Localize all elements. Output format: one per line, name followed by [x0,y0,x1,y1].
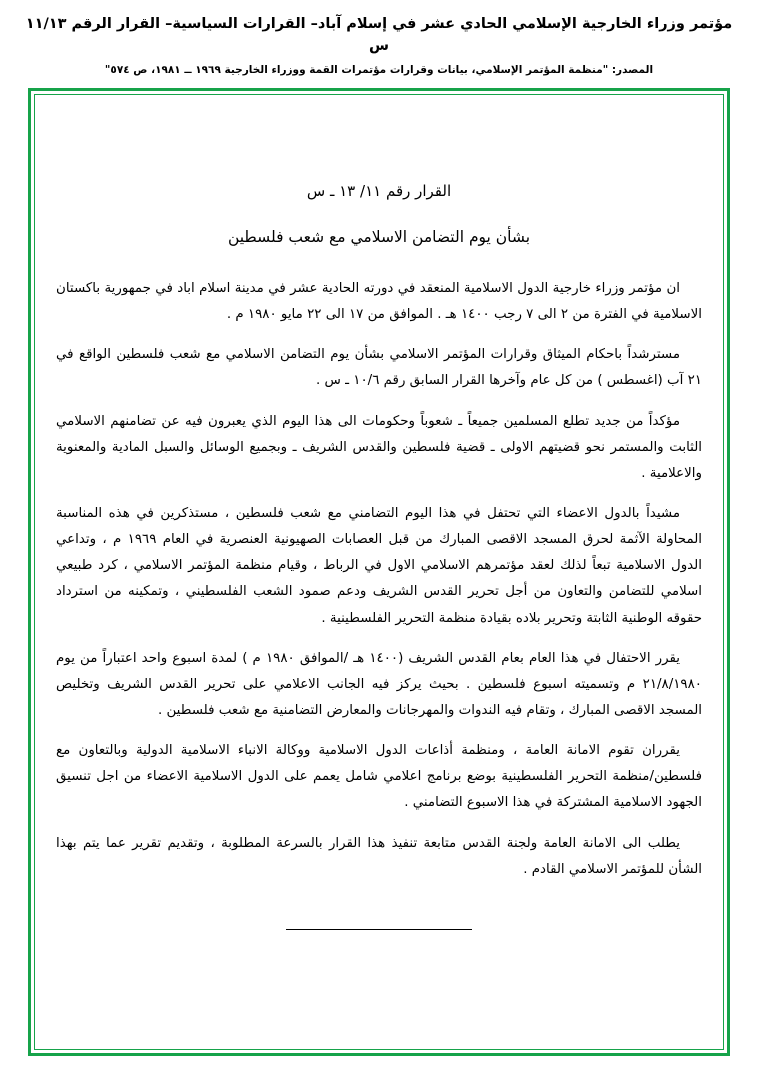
header-title: مؤتمر وزراء الخارجية الإسلامي الحادي عشر في إسلام آباد– القرارات السياسية– القرار الرقم ١١/١٣ س [25,16,733,54]
header-source: المصدر: "منظمة المؤتمر الإسلامي، بيانات وقرارات مؤتمرات القمة ووزراء الخارجية ١٩٦٩ ــ ١٩٨١، ص ٥٧٤" [104,63,654,76]
paragraph: يقرران تقوم الامانة العامة ، ومنظمة أذاعات الدول الاسلامية ووكالة الانباء الاسلامية الدولية وبالتعاون مع فلسطين/منظمة التحرير الفلسطينية بوضع برنامج اعلامي شامل يعمم على الدول الاسلامية الاعضاء من اجل تنسيق الجهود الاسلامية المشتركة في هذا الاسبوع التضامني . [56,743,702,811]
resolution-body [56,276,702,883]
page-header [0,0,758,76]
resolution-number: القرار رقم ١١/ ١٣ ـ س [306,182,452,200]
paragraph: مؤكداً من جديد تطلع المسلمين جميعاً ـ شعوباً وحكومات الى هذا اليوم الذي يعبرون فيه عن تضامنهم الاسلامي الثابت والمستمر نحو قضيتهم الاولى ـ قضية فلسطين والقدس الشريف ـ وبجميع الوسائل والسبل المادية والمعنوية والاعلامية . [56,413,702,481]
paragraph: ان مؤتمر وزراء خارجية الدول الاسلامية المنعقد في دورته الحادية عشر في مدينة اسلام اباد في جمهورية باكستان الاسلامية في الفترة من ٢ الى ٧ رجب ١٤٠٠ هـ . الموافق من ١٧ الى ٢٢ مايو ١٩٨٠ م . [56,281,702,323]
horizontal-rule [286,929,472,930]
document-content [56,96,702,1038]
paragraph: مسترشداً باحكام الميثاق وقرارات المؤتمر الاسلامي بشأن يوم التضامن الاسلامي مع شعب فلسطين الواقع في ٢١ آب (اغسطس ) من كل عام وآخرها القرار السابق رقم ١٠/٦ ـ س . [56,347,702,389]
resolution-subject: بشأن يوم التضامن الاسلامي مع شعب فلسطين [227,228,531,246]
paragraph: يطلب الى الامانة العامة ولجنة القدس متابعة تنفيذ هذا القرار بالسرعة المطلوبة ، وتقديم تقرير عما يتم بهذا الشأن للمؤتمر الاسلامي القادم . [56,835,702,877]
paragraph: يقرر الاحتفال في هذا العام بعام القدس الشريف (١٤٠٠ هـ /الموافق ١٩٨٠ م ) لمدة اسبوع واحد اعتباراً من يوم ٢١/٨/١٩٨٠ م وتسميته اسبوع فلسطين . بحيث يركز فيه الجانب الاعلامي على تحرير القدس الشريف وتخليص المسجد الاقصى المبارك ، وتقام فيه الندوات والمهرجانات والمعارض التضامنية مع شعب فلسطين . [56,650,702,718]
paragraph: مشيداً بالدول الاعضاء التي تحتفل في هذا اليوم التضامني مع شعب فلسطين ، مستذكرين في هذه المناسبة المحاولة الآثمة لحرق المسجد الاقصى المبارك من قبل العصابات الصهيونية العنصرية في العام ١٩٦٩ م ، وتداعي الدول الاسلامية تبعاً لذلك لعقد مؤتمرهم الاسلامي الاول في الرباط ، وقيام منظمة المؤتمر الاسلامي ، كرد طبيعي اسلامي للتضامن والتعاون من أجل تحرير القدس الشريف ودعم صمود الشعب الفلسطيني ، وتمكينه من استرداد حقوقه الوطنية الثابتة وتحرير بلاده بقيادة منظمة التحرير الفلسطينية . [56,505,702,626]
